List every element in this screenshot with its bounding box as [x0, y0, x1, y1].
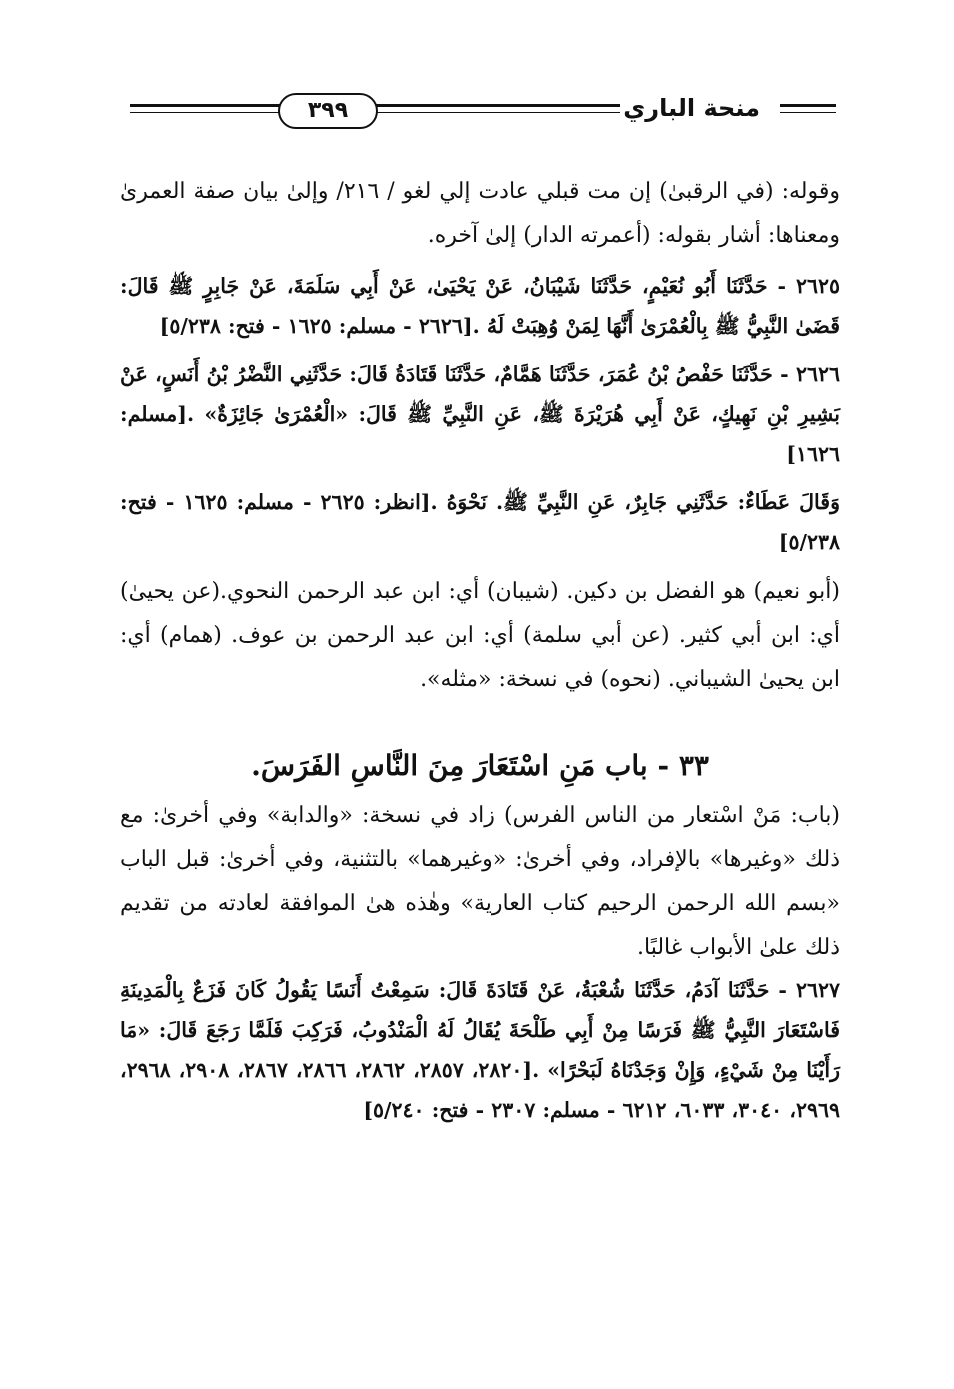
header-rule-middle-top: [376, 104, 620, 107]
header-rule-left-top: [130, 104, 280, 107]
page-number: ٣٩٩: [278, 93, 378, 129]
header-rule-right-bottom: [780, 112, 836, 113]
book-title: منحة الباري: [623, 94, 760, 122]
chapter-title: ٣٣ - باب مَنِ اسْتَعَارَ مِنَ النَّاسِ الفَرَسَ.: [251, 749, 709, 782]
page-header: [120, 88, 840, 148]
hadith-2627: ٢٦٢٧ - حَدَّثَنَا آدَمُ، حَدَّثَنَا شُعْبَةُ، عَنْ قَتَادَةَ قَالَ: سَمِعْتُ أَنَسًا يَقُولُ كَانَ فَزَعٌ بِالْمَدِينَةِ فَاسْتَعَارَ النَّبِيُّ ﷺ فَرَسًا مِنْ أَبِي طَلْحَةَ يُقَالُ لَهُ الْمَنْدُوبُ، فَرَكِبَ فَلَمَّا رَجَعَ قَالَ: «مَا رَأَيْنَا مِنْ شَيْءٍ، وَإِنْ وَجَدْنَاهُ لَبَحْرًا» .[٢٨٢٠، ٢٨٥٧، ٢٨٦٢، ٢٨٦٦، ٢٨٦٧، ٢٩٠٨، ٢٩٦٨، ٢٩٦٩، ٣٠٤٠، ٦٠٣٣، ٦٢١٢ - مسلم: ٢٣٠٧ - فتح: ٥/٢٤٠]: [120, 978, 840, 1122]
header-rule-left-bottom: [130, 112, 280, 113]
header-rule-middle-bottom: [376, 112, 620, 113]
page-content: [120, 170, 840, 1130]
commentary-paragraph-1: وقوله: (في الرقبىٰ) إن مت قبلي عادت إلي لغو / ٢١٦/ وإلىٰ بيان صفة العمرىٰ ومعناها: أشار بقوله: (أعمرته الدار) إلىٰ آخره.: [120, 179, 840, 248]
commentary-paragraph-2: (أبو نعيم) هو الفضل بن دكين. (شيبان) أي: ابن عبد الرحمن النحوي.(عن يحيىٰ) أي: ابن أبي كثير. (عن أبي سلمة) أي: ابن عبد الرحمن بن عوف. (همام) أي: ابن يحيىٰ الشيباني. (نحوه) في نسخة: «مثله».: [120, 579, 840, 692]
commentary-paragraph-3: (باب: مَنْ اسْتعار من الناس الفرس) زاد في نسخة: «والدابة» وفي أخرىٰ: مع ذلك «وغيرها» بالإفراد، وفي أخرىٰ: «وغيرهما» بالتثنية، وفي أخرىٰ: قبل الباب «بسم الله الرحمن الرحيم كتاب العارية» وهٰذه هىٰ الموافقة لعادته من تقديم ذلك علىٰ الأبواب غالبًا.: [120, 803, 840, 960]
hadith-2626: ٢٦٢٦ - حَدَّثَنَا حَفْصُ بْنُ عُمَرَ، حَدَّثَنَا هَمَّامٌ، حَدَّثَنَا قَتَادَةُ قَالَ: حَدَّثَنِي النَّضْرُ بْنُ أَنَسٍ، عَنْ بَشِيرِ بْنِ نَهِيكٍ، عَنْ أَبِي هُرَيْرَةَ ﷺ، عَنِ النَّبِيِّ ﷺ قَالَ: «الْعُمْرَىٰ جَائِزَةٌ» .[مسلم: ١٦٢٦]: [120, 362, 840, 466]
header-rule-right-top: [780, 104, 836, 107]
ata-narration: وَقَالَ عَطَاءٌ: حَدَّثَنِي جَابِرٌ، عَنِ النَّبِيِّ ﷺ. نَحْوَهُ .[انظر: ٢٦٢٥ - مسلم: ١٦٢٥ - فتح: ٥/٢٣٨]: [120, 490, 840, 554]
hadith-2625: ٢٦٢٥ - حَدَّثَنَا أَبُو نُعَيْمٍ، حَدَّثَنَا شَيْبَانُ، عَنْ يَحْيَىٰ، عَنْ أَبِي سَلَمَةَ، عَنْ جَابِرٍ ﷺ قَالَ: قَضَىٰ النَّبِيُّ ﷺ بِالْعُمْرَىٰ أَنَّهَا لِمَنْ وُهِبَتْ لَهُ .[٢٦٢٦ - مسلم: ١٦٢٥ - فتح: ٥/٢٣٨]: [120, 274, 840, 338]
